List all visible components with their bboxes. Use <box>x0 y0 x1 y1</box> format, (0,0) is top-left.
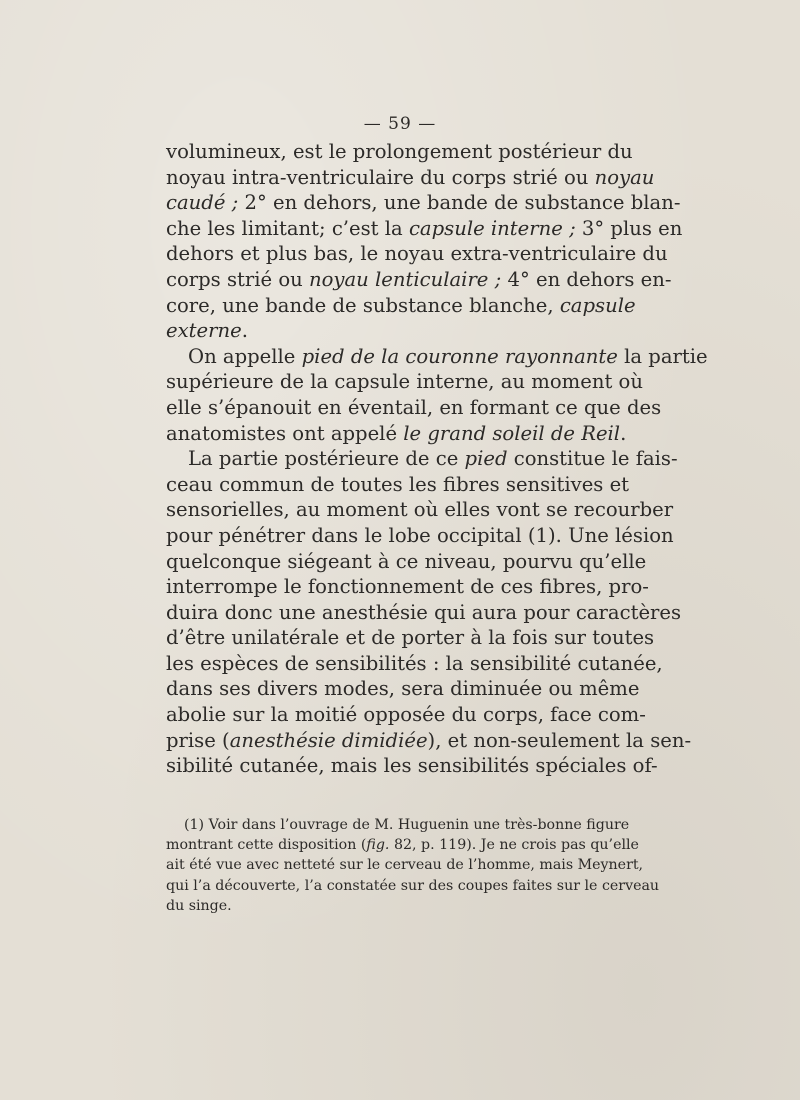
text-line: corps strié ou noyau lenticulaire ; 4° en dehors en- <box>166 267 672 291</box>
page-number: — 59 — <box>363 114 437 134</box>
text-line: noyau intra-ventriculaire du corps strié ou noyau <box>166 165 655 189</box>
text-line: sibilité cutanée, mais les sensibilités spéciales of- <box>166 754 658 778</box>
footnote-line: (1) Voir dans l’ouvrage de M. Huguenin une très-bonne figure <box>184 817 630 833</box>
text-line: d’être unilatérale et de porter à la fois sur toutes <box>166 626 655 650</box>
text-line: sensorielles, au moment où elles vont se recourber <box>166 498 674 522</box>
text-line: dehors et plus bas, le noyau extra-ventriculaire du <box>166 242 668 266</box>
text-line: On appelle pied de la couronne rayonnante la partie <box>188 344 708 368</box>
text-line: volumineux, est le prolongement postérieur du <box>166 140 633 163</box>
footnote-line: du singe. <box>166 897 232 914</box>
text-line: pour pénétrer dans le lobe occipital (1). Une lésion <box>166 523 674 547</box>
text-line: interrompe le fonctionnement de ces fibres, pro- <box>166 575 649 599</box>
footnote <box>166 815 660 916</box>
text-line: caudé ; 2° en dehors, une bande de substance blan- <box>166 191 681 215</box>
text-line: externe. <box>166 319 248 343</box>
text-line: ceau commun de toutes les fibres sensitives et <box>166 472 630 496</box>
text-line: quelconque siégeant à ce niveau, pourvu qu’elle <box>166 549 647 573</box>
text-line: duira donc une anesthésie qui aura pour caractères <box>166 600 682 624</box>
text-line: che les limitant; c’est la capsule interne ; 3° plus en <box>166 216 683 240</box>
text-line: les espèces de sensibilités : la sensibilité cutanée, <box>166 651 663 675</box>
text-line: abolie sur la moitié opposée du corps, face com- <box>166 703 646 727</box>
footnote-line: qui l’a découverte, l’a constatée sur des coupes faites sur le cerveau <box>166 877 660 894</box>
footnote-line: ait été vue avec netteté sur le cerveau de l’homme, mais Meynert, <box>166 857 644 874</box>
text-line: anatomistes ont appelé le grand soleil de Reil. <box>166 421 627 445</box>
text-line: elle s’épanouit en éventail, en formant ce que des <box>166 395 662 419</box>
body-text <box>166 139 708 779</box>
text-line: La partie postérieure de ce pied constitue le fais- <box>188 447 678 471</box>
text-line: core, une bande de substance blanche, capsule <box>166 293 636 317</box>
text-line: supérieure de la capsule interne, au moment où <box>166 370 643 394</box>
footnote-line: montrant cette disposition (fig. 82, p. 119). Je ne crois pas qu’elle <box>166 837 639 854</box>
text-line: prise (anesthésie dimidiée), et non-seulement la sen- <box>166 728 692 752</box>
text-line: dans ses divers modes, sera diminuée ou même <box>166 677 640 701</box>
